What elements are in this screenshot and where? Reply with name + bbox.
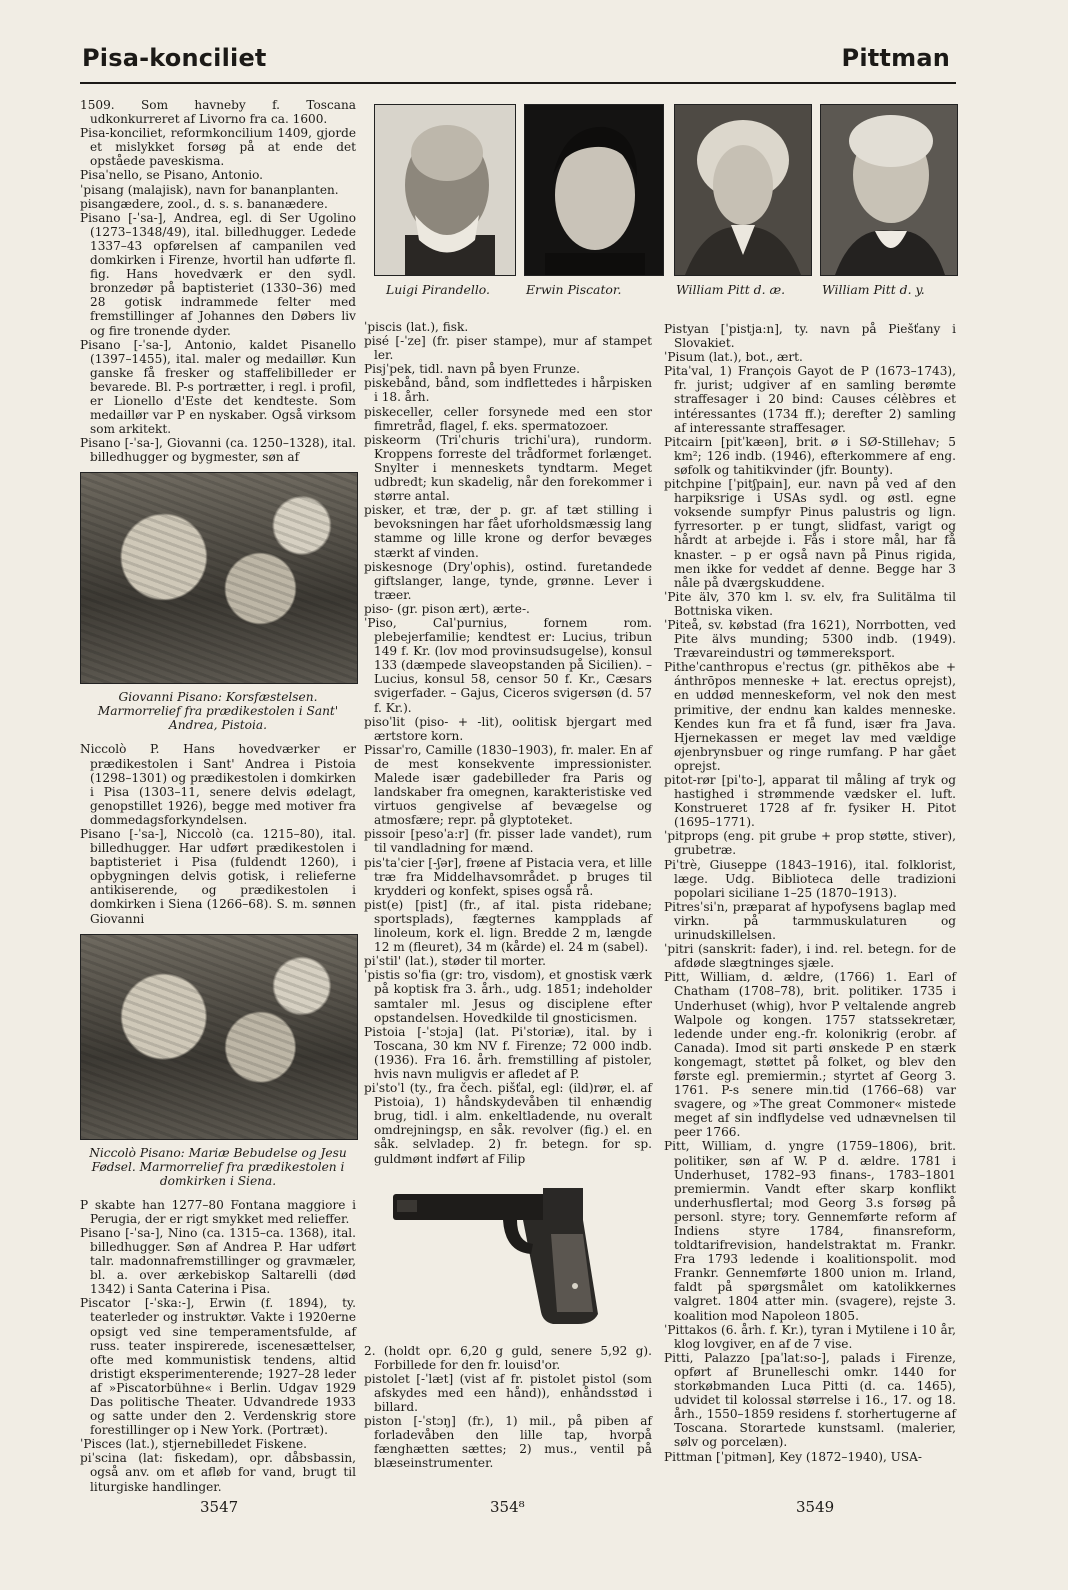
portrait-caption: William Pitt d. æ. [676,282,786,297]
entry: pisangædere, zool., d. s. s. bananædere. [80,196,328,211]
portrait-pitt-younger [820,104,958,276]
header-left-guideword: Pisa-konciliet [82,44,267,72]
portrait-caption: Erwin Piscator. [526,282,622,297]
entry: 2. (holdt opr. 6,20 g guld, senere 5,92 g). Forbillede for den fr. louisd'or. [364,1343,652,1372]
portrait-piscator [524,104,664,276]
entry: pisé [-ˈze] (fr. piser stampe), mur af stampet ler. [364,334,652,363]
entry: piˈstil' (lat.), støder til morter. [364,954,546,969]
entry: Pitheˈcanthropus eˈrectus (gr. pithēkos abe + ánthrōpos menneske + lat. erectus oprejst), en uddød menneskeform, vel nok den mest primitive, der endnu kan kaldes menneske. Kendes kun fra et få fund, især fra Java. Hjernekassen er meget lav med vældige øjenbrynsbuer og ringe rumfang. P har gået oprejst. [664,660,956,773]
page-number: 354⁸ [490,1498,525,1516]
entry: ˈPite älv, 370 km l. sv. elv, fra Sulitälma til Bottniska viken. [664,589,956,618]
portrait-image [675,105,811,275]
entry: piskesnoge (Dryˈophis), ostind. furetandede giftslanger, lange, tynde, grønne. Lever i træer. [364,559,652,602]
page-number: 3549 [796,1498,835,1516]
column-1 [80,98,356,1494]
column-3 [664,322,956,1464]
entry: 1509. Som havneby f. Toscana udkonkurreret af Livorno fra ca. 1600. [80,98,356,127]
entry: P skabte han 1277–80 Fontana maggiore i Perugia, der er rigt smykket med relieffer. [80,1197,356,1226]
entry: ˈPiso, Calˈpurnius, fornem rom. plebejerfamilie; kendtest er: Lucius, tribun 149 f. Kr. (lov mod provinsudsugelse), konsul 133 (dæmpede slaveopstanden på Sicilien). – Lucius, konsul 58, censor 50 f. Kr., Cæsars svigerfader. – Gajus, Ciceros svigersøn (d. 57 f. Kr.). [364,615,652,715]
portrait-image [821,105,957,275]
entry: piskebånd, bånd, som indflettedes i hårpisken i 18. årh. [364,376,652,405]
header-right-guideword: Pittman [841,44,950,72]
entry: Pitresˈsiˈn, præparat af hypofysens baglap med virkn. på tarmmuskulaturen og urinudskillelsen. [664,899,956,943]
entry: Pisano [-ˈsa-], Niccolò (ca. 1215–80), ital. billedhugger. Har udført prædikestolen i baptisteriet i Pisa (fuldendt 1260), i opbygningen delvis gotisk, i relieferne antikiserende, og prædikestolen i domkirken i Siena (1266–68). S. m. sønnen Giovanni [80,827,356,926]
portrait-caption: William Pitt d. y. [822,282,925,297]
entry: Pisano [-ˈsa-], Antonio, kaldet Pisanello (1397–1455), ital. maler og medaillør. Kun ganske få fresker og staffelibilleder er bevarede. Bl. P-s portrætter, i regl. i profil, er Lionello d'Este det kendteste. Som medaillør var P en nyskaber. Også virksom som arkitekt. [80,337,356,437]
entry: pissoir [pesoˈa:r] (fr. pisser lade vandet), rum til vandladning for mænd. [364,827,652,856]
entry: piso- (gr. pison ært), ærte-. [364,601,530,616]
entry: Pitcairn [pitˈkæən], brit. ø i SØ-Stillehav; 5 km²; 126 indb. (1946), efterkommere af eng. søfolk og tahitikvinder (jfr. Bounty). [664,434,956,477]
portrait-caption: Luigi Pirandello. [386,282,490,297]
entry: Pitaˈval, 1) François Gayot de P (1673–1743), fr. jurist; udgiver af en samling berømte straffesager i 20 bind: Causes célèbres et intéressantes (1734 ff.); derefter 2) samling af interessante straffesager. [664,364,956,435]
column-2 [364,320,652,1470]
entry: ˈpisang (malajisk), navn for bananplanten. [80,182,339,197]
entry: Pisano [-ˈsa-], Nino (ca. 1315–ca. 1368), ital. billedhugger. Søn af Andrea P. Har udført talr. madonnafremstillinger og gravmæler, bl. a. over ærkebiskop Saltarelli (død 1342) i Santa Caterina i Pisa. [80,1225,356,1297]
portrait-image [525,105,663,275]
entry: Piscator [-ˈska:-], Erwin (f. 1894), ty. teaterleder og instruktør. Vakte i 1920erne opsigt ved sine temperamentsfulde, af russ. teater inspirerede, iscenesættelser, ofte med kommunistisk tendens, altid dristigt eksperimenterende; 1927–28 leder af »Piscatorbühne« i Berlin. Udgav 1929 Das politische Theater. Udvandrede 1933 og satte under den 2. Verdenskrig store forestillinger op i New York. (Portræt). [80,1296,356,1438]
relief-image [81,935,357,1139]
entry: ˈPittakos (6. årh. f. Kr.), tyran i Mytilene i 10 år, klog lovgiver, en af de 7 vise. [664,1322,956,1351]
portrait-image [375,105,515,275]
entry: Niccolò P. Hans hovedværker er prædikestolen i Sant' Andrea i Pistoia (1298–1301) og prædikestolen i domkirken i Pisa (1303–11, senere delvis ødelagt, genopstillet 1926), begge med motiver fra dommedagsforkyndelsen. [80,742,356,827]
entry: Pisa-konciliet, reformkoncilium 1409, gjorde et mislykket forsøg på at ende det opståede paveskisma. [80,126,356,169]
figure-caption: Niccolò Pisano: Mariæ Bebudelse og Jesu Fødsel. Marmorrelief fra prædikestolen i domkirken i Siena. [89,1145,347,1188]
page-number: 3547 [200,1498,239,1516]
entry: ˈpistis soˈfia (gr: tro, visdom), et gnostisk værk på koptisk fra 3. årh., udg. 1851; indeholder samtaler ml. Jesus og disciplene efter opstandelsen. Hovedkilde til gnosticismen. [364,968,652,1025]
entry: Pisano [-ˈsa-], Giovanni (ca. 1250–1328), ital. billedhugger og bygmester, søn af [80,436,356,465]
portrait-pirandello [374,104,516,276]
entry: Pitt, William, d. yngre (1759–1806), brit. politiker, søn af W. P d. ældre. 1781 i Underhuset, 1782–93 finans-, 1783–1801 premiermin. Vandt efter skarp konflikt underhusflertal; mod Georg 3.s forsøg på personl. styre; tory. Gennemførte reform af Indiens styre 1784, finansreform, toldtarifrevision, handelstraktat m. Frankr. Fra 1793 ledende i koalitionspolit. mod Frankr. Gennemførte 1800 union m. Irland, faldt på spørgsmålet om katolikkernes valgret. 1804 atter min. (svagere), rejste 3. koalition mod Napoleon 1805. [664,1139,956,1323]
entry: Piˈtrè, Giuseppe (1843–1916), ital. folklorist, læge. Udg. Biblioteca delle tradizioni popolari siciliane 1–25 (1870–1913). [664,857,956,900]
entry: ˈPisces (lat.), stjernebilledet Fiskene. [80,1437,307,1452]
entry: Pisaˈnello, se Pisano, Antonio. [80,168,264,183]
header-rule [80,82,956,84]
entry: ˈPiteå, sv. købstad (fra 1621), Norrbotten, ved Pite älvs munding; 5300 indb. (1949). Trævareindustri og tømmereksport. [664,617,956,661]
entry: pitot-rør [piˈto-], apparat til måling af tryk og hastighed i strømmende vædsker el. luft. Konstrueret 1728 af fr. fysiker H. Pitot (1695–1771). [664,773,956,830]
portrait-pitt-elder [674,104,812,276]
entry: ˈpitprops (eng. pit grube + prop støtte, stiver), grubetræ. [664,829,956,858]
entry: pist(e) [pist] (fr., af ital. pista ridebane; sportsplads), fægternes kampplads af linoleum, kork el. lign. Bredde 2 m, længde 12 m (fleuret), 34 m (kårde) el. 24 m (sabel). [364,897,652,955]
entry: ˈPisum (lat.), bot., ært. [664,350,803,365]
entry: piskeceller, celler forsynede med een stor fimretråd, flagel, f. eks. spermatozoer. [364,404,652,433]
entry: Pistoia [-ˈstɔja] (lat. Piˈstoriæ), ital. by i Toscana, 30 km NV f. Firenze; 72 000 indb. (1936). Fra 16. årh. fremstilling af pistoler, hvis navn muligvis er afledet af P. [364,1024,652,1081]
entry: Pittman [ˈpitmən], Key (1872–1940), USA- [664,1449,922,1464]
entry: ˈpitri (sanskrit: fader), i ind. rel. betegn. for de afdøde slægtninges sjæle. [664,942,956,971]
entry: pisoˈlit (piso- + -lit), oolitisk bjergart med ærtstore korn. [364,714,652,743]
entry: piˈstoˈl (ty., fra čech. pišťal, egl: (ild)rør, el. af Pistoia), 1) håndskydevåben til enhændig brug, tidl. i alm. enkeltladende, nu overalt omdrejningsp, en såk. revolver (fig.) el. en såk. selvladep. 2) fr. betegn. for sp. guldmønt indført af Filip [364,1081,652,1166]
entry: piˈscina (lat: fiskedam), opr. dåbsbassin, også anv. om et afløb for vand, brugt til liturgiske handlinger. [80,1451,356,1494]
entry: Pitt, William, d. ældre, (1766) 1. Earl of Chatham (1708–78), brit. politiker. 1735 i Underhuset (whig), hvor P veltalende angreb Walpole og kongen. 1757 statssekretær, ledende under eng.-fr. kolonikrig (erobr. af Canada). Imod sit parti ønskede P en stærk kongemagt, støttet på folket, og blev den første egl. premiermin.; styrtet af Georg 3. 1761. P-s senere min.tid (1766–68) var svagere, og »The great Commoner« mistede meget af sin indflydelse ved udnævnelsen til peer 1766. [664,970,956,1140]
entry: piston [-ˈstɔŋ] (fr.), 1) mil., på piben af forladevåben den lille tap, hvorpå fænghætten sættes; 2) mus., ventil på blæseinstrumenter. [364,1414,652,1471]
pistol-illustration [393,1174,623,1334]
entry: pisˈtaˈcier [-ʃər], frøene af Pistacia vera, et lille træ fra Middelhavsområdet. p bruges til krydderi og konfekt, spises også rå. [364,855,652,898]
entry: Pisjˈpek, tidl. navn på byen Frunze. [364,362,580,377]
entry: pisker, et træ, der p. gr. af tæt stilling i bevoksningen har fået uforholdsmæssig lang stamme og lille krone og derfor bevæges stærkt af vinden. [364,503,652,560]
pistol-icon [393,1174,623,1334]
entry: pistolet [-ˈlæt] (vist af fr. pistolet pistol (som afskydes med een hånd)), enhåndsstød i billard. [364,1371,652,1414]
entry: Pitti, Palazzo [paˈlat:so-], palads i Firenze, opført af Brunelleschi omkr. 1440 for storkøbmanden Luca Pitti (d. ca. 1465), udvidet til kolossal størrelse i 16., 17. og 18. årh., 1550–1859 residens f. storhertugerne af Toscana. Storartede kunstsaml. (malerier, sølv og porcelæn). [664,1350,956,1450]
figure-caption: Giovanni Pisano: Korsfæstelsen. Marmorrelief fra prædikestolen i Sant' Andrea, Pistoia. [97,690,339,733]
relief-photo-annunciation [80,934,358,1140]
entry: Pistyan [ˈpistja:n], ty. navn på Piešťany i Slovakiet. [664,322,956,351]
relief-photo-crucifixion [80,472,358,684]
entry: Pissarˈro, Camille (1830–1903), fr. maler. En af de mest konsekvente impressionister. Malede især gadebilleder fra Paris og landskaber fra omegnen, karakteristiske ved virtuos gengivelse af bevægelse og atmosfære; repr. på glyptoteket. [364,742,652,828]
relief-image [81,473,357,683]
entry: pitchpine [ˈpitʃpain], eur. navn på ved af den harpiksrige i USAs sydl. og østl. egne voksende sumpfyr Pinus palustris og lign. fyrresorter. p er tungt, slidfast, varigt og hårdt at arbejde i. Fås i store mål, har få knaster. – p er også navn på Pinus rigida, men ikke for veddet af denne. Begge har 3 nåle på dværgskuddene. [664,477,956,590]
entry: piskeorm (Triˈchuris trichiˈura), rundorm. Kroppens forreste del trådformet forlænget. Snylter i menneskets tyndtarm. Meget udbredt; kun skadelig, når den forekommer i større antal. [364,432,652,504]
portrait-row [364,104,956,300]
entry: ˈpiscis (lat.), fisk. [364,320,469,334]
entry: Pisano [-ˈsa-], Andrea, egl. di Ser Ugolino (1273–1348/49), ital. billedhugger. Ledede 1337–43 opførelsen af campanilen ved domkirken i Firenze, hvortil han udførte fl. fig. Hans hovedværk er den sydl. bronzedør på baptisteriet (1330–36) med 28 gotisk indrammede felter med fremstillinger af Johannes den Døbers liv og fire tronende dyder. [80,210,356,338]
